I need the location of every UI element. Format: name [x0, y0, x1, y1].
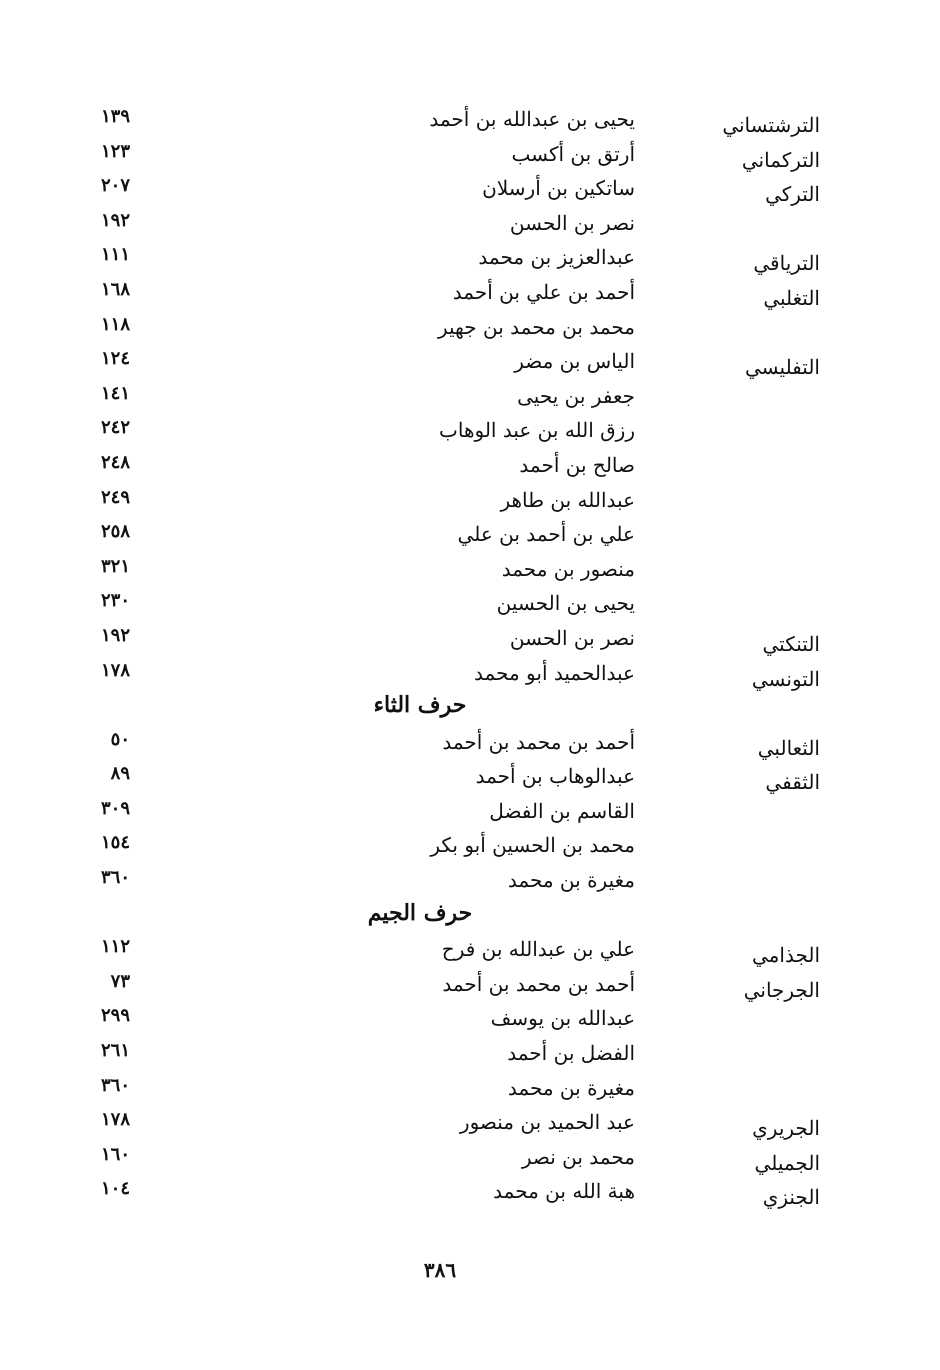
- page-number: ٣٨٦: [423, 1258, 457, 1282]
- index-entry: [80, 861, 820, 896]
- index-entry: [80, 1138, 820, 1173]
- index-entry: [80, 308, 820, 343]
- entry-name: عبدالوهاب بن أحمد: [475, 764, 635, 789]
- entry-name: منصور بن محمد: [501, 556, 635, 581]
- entry-name: عبدالله بن طاهر: [500, 487, 635, 512]
- entry-page-number: ٣٦٠: [100, 1074, 130, 1096]
- entry-name: أحمد بن علي بن أحمد: [452, 279, 635, 304]
- index-entry: [80, 377, 820, 412]
- section-heading: حرف الثاء: [373, 692, 467, 719]
- index-entry: [80, 584, 820, 619]
- entry-name: صالح بن أحمد: [519, 452, 635, 477]
- entry-page-number: ٢٥٨: [100, 521, 130, 543]
- entry-name: هبة الله بن محمد: [493, 1179, 635, 1204]
- index-entry: [80, 100, 820, 135]
- entry-page-number: ١٦٠: [100, 1143, 130, 1165]
- entry-name: الفضل بن أحمد: [507, 1041, 635, 1066]
- entry-name: عبدالحميد أبو محمد: [474, 660, 635, 685]
- entry-nisba: الجرجاني: [743, 977, 820, 1002]
- index-entry: [80, 515, 820, 550]
- entry-name: يحيى بن الحسين: [496, 591, 635, 616]
- entry-nisba: الجميلي: [754, 1150, 820, 1175]
- index-entry: [80, 550, 820, 585]
- entry-nisba: التنكتي: [762, 631, 820, 656]
- entry-page-number: ٣٦٠: [100, 867, 130, 889]
- entry-name: جعفر بن يحيى: [517, 383, 635, 408]
- index-entry: [80, 238, 820, 276]
- entry-name: محمد بن نصر: [521, 1144, 635, 1169]
- entry-page-number: ٥٠: [110, 728, 130, 750]
- entry-name: مغيرة بن محمد: [507, 868, 635, 893]
- index-entry: [80, 446, 820, 481]
- section-heading-row: [80, 896, 820, 931]
- entry-page-number: ١١٢: [100, 936, 130, 958]
- entry-name: مغيرة بن محمد: [507, 1075, 635, 1100]
- entry-nisba: الجريري: [752, 1116, 820, 1141]
- entry-page-number: ٣٠٩: [100, 797, 130, 819]
- index-entry: [80, 135, 820, 170]
- entry-page-number: ١٧٨: [100, 659, 130, 681]
- entry-page-number: ٢٤٩: [100, 486, 130, 508]
- index-entry: [80, 481, 820, 516]
- index-entry: [80, 204, 820, 239]
- index-entry: [80, 411, 820, 446]
- entry-page-number: ٧٣: [110, 970, 130, 992]
- entry-page-number: ٢٠٧: [100, 175, 130, 197]
- entry-page-number: ١٥٤: [100, 832, 130, 854]
- entry-nisba: الثقفي: [765, 770, 820, 795]
- entry-name: يحيى بن عبدالله بن أحمد: [429, 107, 635, 131]
- entry-page-number: ١٢٣: [100, 140, 130, 162]
- entry-nisba: التركي: [765, 182, 820, 207]
- entry-nisba: التفليسي: [745, 355, 820, 380]
- index-entry: [80, 757, 820, 795]
- entry-nisba: الجذامي: [752, 943, 820, 968]
- entry-name: عبدالعزيز بن محمد: [478, 245, 635, 270]
- entry-name: ساتكين بن أرسلان: [482, 176, 635, 201]
- entry-nisba: الثعالبي: [757, 735, 820, 760]
- entry-page-number: ٢٦١: [100, 1040, 130, 1062]
- index-entry: [80, 965, 820, 1000]
- entry-page-number: ١٢٤: [100, 348, 130, 370]
- index-entry: [80, 1103, 820, 1141]
- entry-name: نصر بن الحسن: [509, 625, 635, 650]
- index-entry: [80, 1034, 820, 1069]
- entry-name: عبدالله بن يوسف: [490, 1006, 635, 1031]
- index-entry: [80, 930, 820, 968]
- entry-name: أحمد بن محمد بن أحمد: [442, 971, 635, 996]
- entry-nisba: التونسي: [751, 666, 820, 691]
- index-entry: [80, 999, 820, 1034]
- entry-page-number: ١٧٨: [100, 1109, 130, 1131]
- index-entry: [80, 723, 820, 758]
- entry-nisba: الترياقي: [753, 251, 820, 276]
- entry-nisba: التركماني: [741, 147, 820, 172]
- entry-name: محمد بن الحسين أبو بكر: [430, 833, 635, 858]
- index-entry: [80, 342, 820, 380]
- entry-page-number: ٢٤٨: [100, 451, 130, 473]
- entry-page-number: ١٣٩: [100, 106, 130, 127]
- index-entry: [80, 1172, 820, 1210]
- entry-page-number: ٣٢١: [100, 555, 130, 577]
- section-heading-row: [80, 688, 820, 723]
- index-entry: [80, 792, 820, 827]
- entry-name: الياس بن مضر: [514, 349, 635, 374]
- entry-page-number: ٢٣٠: [100, 590, 130, 612]
- entry-nisba: التغلبي: [763, 285, 820, 310]
- entry-name: محمد بن محمد بن جهير: [437, 314, 635, 339]
- entry-name: علي بن عبدالله بن فرح: [441, 937, 635, 962]
- entry-page-number: ١٩٢: [100, 624, 130, 646]
- index-list: [80, 100, 820, 1210]
- entry-page-number: ٢٩٩: [100, 1005, 130, 1027]
- entry-page-number: ١٤١: [100, 382, 130, 404]
- entry-page-number: ١٦٨: [100, 278, 130, 300]
- entry-name: عبد الحميد بن منصور: [459, 1110, 635, 1135]
- entry-name: علي بن أحمد بن علي: [457, 522, 635, 547]
- entry-page-number: ٢٤٢: [100, 417, 130, 439]
- entry-name: رزق الله بن عبد الوهاب: [439, 418, 635, 443]
- entry-name: نصر بن الحسن: [509, 210, 635, 235]
- index-entry: [80, 654, 820, 689]
- entry-name: أرتق بن أكسب: [511, 141, 635, 166]
- section-heading: حرف الجيم: [367, 899, 473, 926]
- entry-page-number: ٨٩: [110, 763, 130, 785]
- index-entry: [80, 169, 820, 207]
- entry-name: أحمد بن محمد بن أحمد: [442, 729, 635, 754]
- entry-page-number: ١١١: [100, 244, 130, 266]
- entry-page-number: ١٩٢: [100, 209, 130, 231]
- index-entry: [80, 619, 820, 654]
- index-entry: [80, 826, 820, 861]
- entry-page-number: ١١٨: [100, 313, 130, 335]
- entry-page-number: ١٠٤: [100, 1178, 130, 1200]
- entry-nisba: الجنزي: [762, 1185, 820, 1210]
- entry-name: القاسم بن الفضل: [489, 798, 635, 823]
- entry-nisba: الترشتساني: [722, 113, 820, 137]
- index-entry: [80, 273, 820, 308]
- index-entry: [80, 1069, 820, 1104]
